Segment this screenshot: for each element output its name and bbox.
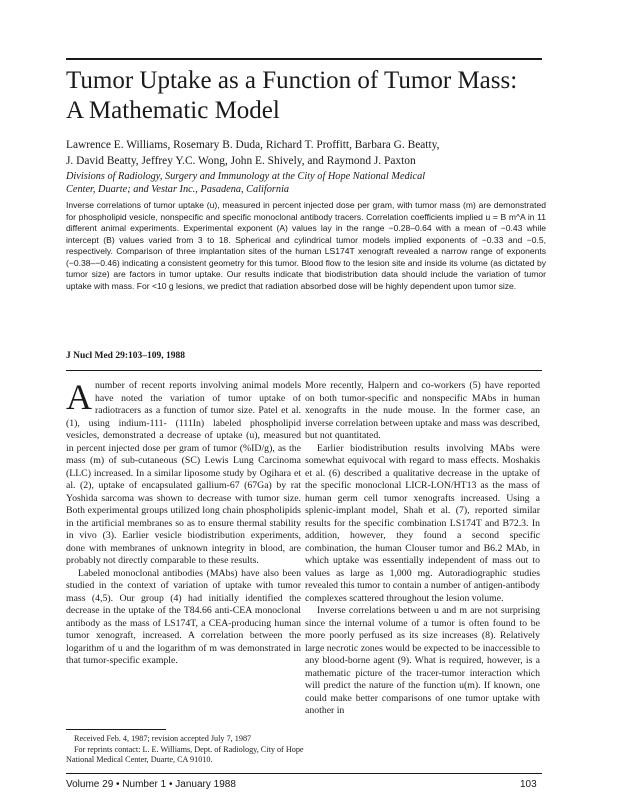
top-rule: [66, 58, 542, 60]
journal-citation: J Nucl Med 29:103–109, 1988: [66, 351, 186, 361]
affiliation-line-2: Center, Duarte; and Vestar Inc., Pasadena, California: [66, 184, 290, 195]
authors-line-1: Lawrence E. Williams, Rosemary B. Duda, Richard T. Proffitt, Barbara G. Beatty,: [66, 139, 440, 151]
received-note: Received Feb. 4, 1987; revision accepted July 7, 1987: [74, 734, 252, 743]
footnotes: [66, 729, 306, 767]
body-column-left: [66, 377, 301, 668]
abstract: Inverse correlations of tumor uptake (u), measured in percent injected dose per gram, with tumor mass (m) are demonstrated for phospholipid vesicle, nonspecific and specific monoclonal antibody tracers. Correlation coefficients implied u = B m^A in 11 different animal experiments. Experimental exponent (A) values lay in the range −0.28–0.64 with a mean of −0.43 while intercept (B) values varied from 3 to 18. Spherical and cylindrical tumor models implied exponents of −0.33 and −0.5, respectively. Comparison of three implantation sites of the human LS174T xenograft revealed a narrow range of exponents (−0.38–−0.46) indicating a consistent geometry for this tumor. Blood flow to the lesion site and inside its volume (as dictated by tumor size) are factors in tumor uptake. Our results indicate that biodistribution data should include the variation of tumor uptake with mass. For <10 g lesions, we predict that radiation absorbed dose will be highly dependent upon tumor size.: [66, 200, 546, 291]
intro-paragraph: [66, 377, 301, 568]
drop-cap: A: [66, 377, 92, 417]
body-paragraph: Labeled monoclonal antibodies (MAbs) have also been studied in the context of variation of uptake with tumor mass (4,5). Our group (4) had initially identified the decrease in the uptake of the T84.66 anti-CEA monoclonal antibody as the mass of LS174T, a CEA-producing human tumor xenograft, increased. A correlation between the logarithm of u and the logarithm of m was demonstrated in that tumor-specific example.: [66, 567, 301, 666]
body-paragraph: More recently, Halpern and co-workers (5) have reported on both tumor-specific and nonspecific MAbs in human xenografts in the nude mouse. In the former case, an inverse correlation between uptake and mass was described, but not quantitated.: [305, 380, 540, 441]
footnote-rule: [66, 729, 166, 730]
affiliation-line-1: Divisions of Radiology, Surgery and Immunology at the City of Hope National Medical: [66, 171, 426, 182]
affiliation: [66, 170, 546, 196]
body-paragraph: Inverse correlations between u and m are not surprising since the internal volume of a tumor is often found to be more poorly perfused as its size increases (8). Relatively large necrotic zones would be expected to be inaccessible to any blood-borne agent (9). What is required, however, is a mathematic picture of the tracer-tumor interaction which will predict the nature of the function u(m). If known, one could make better comparisons of one tumor uptake with another in: [305, 605, 540, 716]
footer-rule: [66, 773, 542, 774]
page-number: 103: [520, 779, 537, 790]
issue-info: Volume 29 • Number 1 • January 1988: [66, 779, 236, 790]
section-divider: [66, 370, 542, 371]
authors-line-2: J. David Beatty, Jeffrey Y.C. Wong, John E. Shively, and Raymond J. Paxton: [66, 155, 416, 167]
body-column-right: [305, 380, 540, 718]
title-line-2: A Mathematic Model: [66, 97, 280, 124]
body-paragraph: Earlier biodistribution results involving MAbs were somewhat equivocal with regard to mass effects. Moshakis et al. (6) described a qualitative decrease in the uptake of the specific monoclonal LICR-LON/HT13 as the mass of human germ cell tumor xenografts increased. Using a splenic-implant model, Shah et al. (7), reported similar results for the specific combination LS174T and B72.3. In addition, however, they found a second specific combination, the human Clouser tumor and B6.2 MAb, in which uptake was essentially independent of mass out to values as large as 1,000 mg. Autoradiographic studies revealed this tumor to contain a number of antigen-antibody complexes scattered throughout the lesion volume.: [305, 442, 540, 604]
intro-text: number of recent reports involving animal models have noted the variation of tumor uptake of radiotracers as a function of tumor size. Patel et al. (1), using indium-111- (111In) labeled phospholipid vesicles, demonstrated a decrease of uptake (u), measured in percent injected dose per gram of tumor (%ID/g), as the mass (m) of sub-cutaneous (SC) Lewis Lung Carcinoma (LLC) increased. In a similar liposome study by Ogihara et al. (2), uptake of encapsulated gallium-67 (67Ga) by rat Yoshida sarcoma was shown to decrease with tumor size. Both experimental groups utilized long chain phospholipids in the artificial membranes so as to ensure thermal stability in vivo (3). Earlier vesicle biodistribution experiments, done with membranes of unknown integrity in blood, are probably not directly comparable to these results.: [66, 380, 301, 566]
author-list: [66, 137, 556, 169]
article-title: [66, 66, 566, 126]
reprints-note: For reprints contact: L. E. Williams, Dept. of Radiology, City of Hope National Medical Center, Duarte, CA 91010.: [66, 745, 304, 765]
title-line-1: Tumor Uptake as a Function of Tumor Mass:: [66, 67, 518, 94]
